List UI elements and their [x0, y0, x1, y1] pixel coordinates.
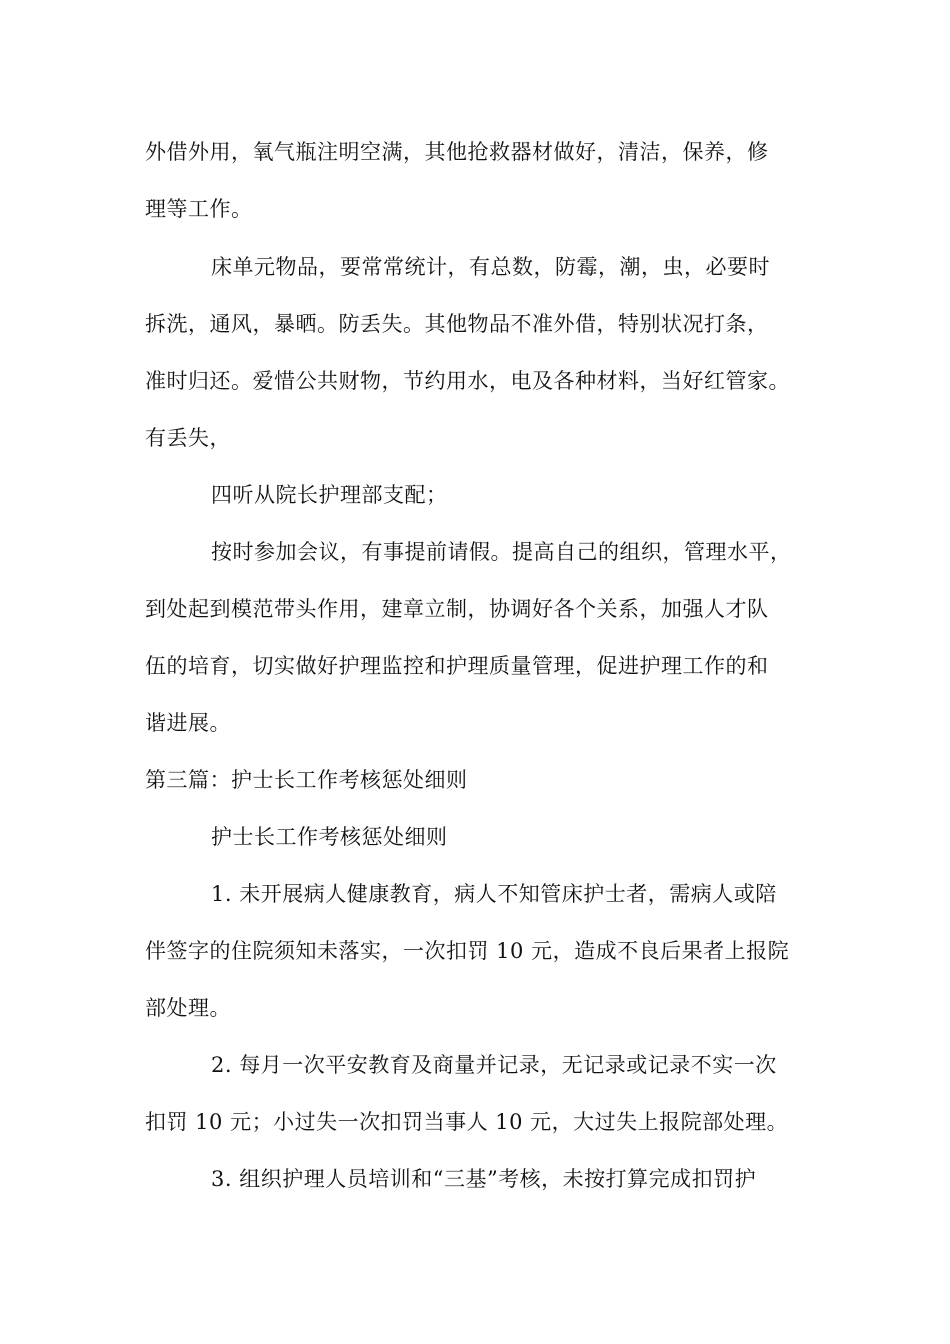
paragraph-start: 床单元物品，要常常统计，有总数，防霉，潮，虫，必要时: [211, 255, 770, 279]
paragraph-start: 按时参加会议，有事提前请假。提高自己的组织，管理水平，: [211, 540, 792, 564]
numbered-item-2: 2. 每月一次平安教育及商量并记录，无记录或记录不实一次: [211, 1053, 777, 1077]
numbered-item-3: 3. 组织护理人员培训和“三基”考核，未按打算完成扣罚护: [211, 1167, 757, 1191]
numbered-item-1: 1. 未开展病人健康教育，病人不知管床护士者，需病人或陪: [211, 882, 777, 906]
text-line: 外借外用，氧气瓶注明空满，其他抢救器材做好，清洁，保养，修: [145, 140, 769, 164]
document-subtitle: 护士长工作考核惩处细则: [211, 825, 448, 849]
text-line: 有丢失，: [145, 426, 231, 450]
text-line: 理等工作。: [145, 197, 253, 221]
text-line: 到处起到模范带头作用，建章立制，协调好各个关系，加强人才队: [145, 597, 769, 621]
section-heading: 四听从院长护理部支配；: [211, 483, 448, 507]
text-line: 扣罚 10 元；小过失一次扣罚当事人 10 元，大过失上报院部处理。: [145, 1110, 789, 1134]
text-line: 伴签字的住院须知未落实，一次扣罚 10 元，造成不良后果者上报院: [145, 939, 790, 963]
text-line: 拆洗，通风，暴晒。防丢失。其他物品不准外借，特别状况打条，: [145, 312, 769, 336]
text-line: 部处理。: [145, 996, 231, 1020]
text-line: 伍的培育，切实做好护理监控和护理质量管理，促进护理工作的和: [145, 654, 769, 678]
text-line: 谐进展。: [145, 711, 231, 735]
chapter-title: 第三篇：护士长工作考核惩处细则: [145, 768, 468, 792]
text-line: 准时归还。爱惜公共财物，节约用水，电及各种材料，当好红管家。: [145, 369, 790, 393]
